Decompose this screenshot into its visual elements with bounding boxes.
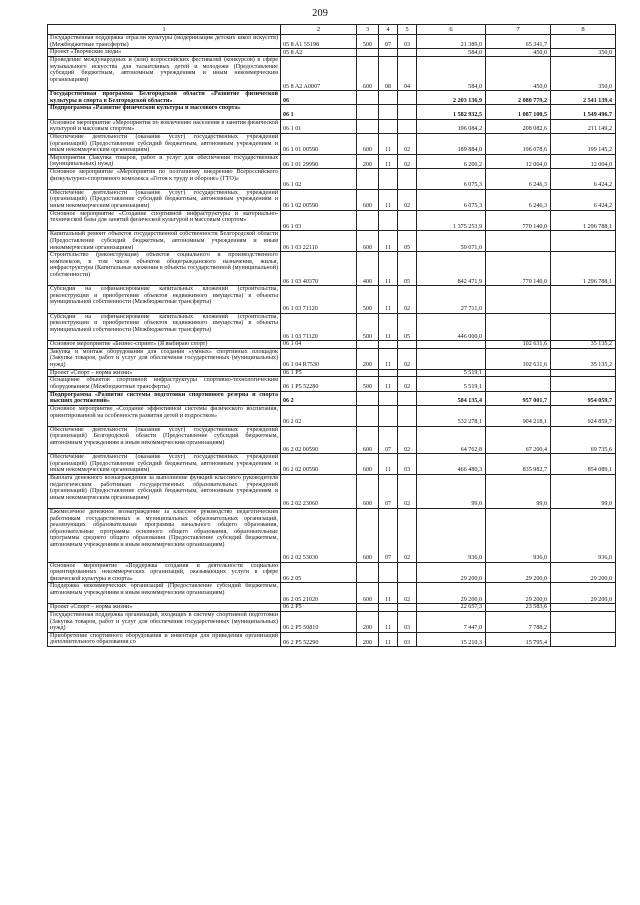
- amount-year-3: 199 145,2: [551, 133, 616, 154]
- item-name: Основное мероприятие «Бизнес-спринт» (Я выбираю спорт): [48, 341, 281, 349]
- target-code: 06 1 02: [281, 169, 357, 190]
- amount-year-3: 6 424,2: [551, 189, 616, 210]
- section-code: 11: [379, 632, 398, 646]
- item-name: Обеспечение деятельности (оказание услуг) государственных учреждений (организаций) (Предоставление субсидий бюджетным, автономным учреждениям и иным некоммерческим организациям): [48, 454, 281, 475]
- amount-year-2: 6 246,3: [486, 169, 551, 190]
- table-row: [48, 475, 616, 509]
- expense-type-code: 500: [357, 377, 379, 391]
- amount-year-1: 584,0: [417, 57, 486, 91]
- amount-year-3: 69 735,6: [551, 426, 616, 453]
- section-code: [379, 210, 398, 231]
- item-name: Основное мероприятие «Создание эффективной системы физического воспитания, ориентированной на особенности развития детей и подростков»: [48, 406, 281, 427]
- target-code: 06 1 P5: [281, 369, 357, 377]
- item-name: Государственная поддержка организаций, входящих в систему спортивной подготовки (Закупка товаров, работ и услуг для обеспечения государственных (муниципальных) нужд): [48, 612, 281, 633]
- target-code: 06 1 03: [281, 210, 357, 231]
- header-cell: 6: [417, 25, 486, 35]
- table-row: [48, 341, 616, 349]
- section-code: 11: [379, 231, 398, 252]
- amount-year-2: 936,0: [486, 509, 551, 563]
- expense-type-code: [357, 169, 379, 190]
- target-code: 06 2 05: [281, 562, 357, 583]
- item-name: Проект «Творческие люди»: [48, 49, 281, 57]
- item-name: Мероприятия (Закупка товаров, работ и услуг для обеспечения государственных (муниципальных) нужд): [48, 154, 281, 168]
- expense-type-code: [357, 91, 379, 105]
- subsection-code: 05: [398, 313, 417, 340]
- amount-year-2: 7 788,2: [486, 612, 551, 633]
- expense-type-code: [357, 119, 379, 133]
- amount-year-3: [551, 35, 616, 49]
- subsection-code: 02: [398, 133, 417, 154]
- target-code: 06 1 03 71120: [281, 313, 357, 340]
- item-name: Основное мероприятие «Мероприятия по вовлечению населения в занятия физической культурой и массовым спортом»: [48, 119, 281, 133]
- amount-year-2: 67 200,4: [486, 426, 551, 453]
- amount-year-1: 584 135,4: [417, 391, 486, 405]
- subsection-code: [398, 369, 417, 377]
- header-cell: 3: [357, 25, 379, 35]
- table-row: [48, 632, 616, 646]
- subsection-code: 04: [398, 57, 417, 91]
- expense-type-code: 500: [357, 313, 379, 340]
- table-row: [48, 612, 616, 633]
- target-code: 06 2 02 00590: [281, 426, 357, 453]
- target-code: 05 8 A2 A0007: [281, 57, 357, 91]
- subsection-code: 03: [398, 612, 417, 633]
- amount-year-3: [551, 377, 616, 391]
- section-code: [379, 562, 398, 583]
- table-row: [48, 454, 616, 475]
- item-name: Проведение международных и (или) всероссийских фестивалей (конкурсов) в сфере музыкального искусства для талантливых детей и молодежи (Предоставление субсидий бюджетным, автономным учреждениям и иным некоммерческим организациям): [48, 57, 281, 91]
- table-row: [48, 119, 616, 133]
- amount-year-3: 1 296 788,1: [551, 210, 616, 231]
- section-code: 11: [379, 612, 398, 633]
- amount-year-1: 584,0: [417, 49, 486, 57]
- subsection-code: 02: [398, 583, 417, 604]
- amount-year-3: [551, 286, 616, 313]
- page-number: 209: [312, 8, 328, 19]
- header-cell: 4: [379, 25, 398, 35]
- amount-year-1: 21 389,0: [417, 35, 486, 49]
- amount-year-1: 5 519,1: [417, 369, 486, 377]
- target-code: 06 1 03 40370: [281, 252, 357, 286]
- section-code: [379, 169, 398, 190]
- table-row: [48, 369, 616, 377]
- expense-type-code: 600: [357, 189, 379, 210]
- expense-type-code: [357, 341, 379, 349]
- subsection-code: [398, 562, 417, 583]
- subsection-code: [398, 210, 417, 231]
- amount-year-1: 532 278,1: [417, 406, 486, 427]
- expense-type-code: 500: [357, 286, 379, 313]
- item-name: Подпрограмма «Развитие физической культуры и массового спорта»: [48, 105, 281, 119]
- section-code: [379, 369, 398, 377]
- subsection-code: [398, 406, 417, 427]
- amount-year-1: 27 711,0: [417, 286, 486, 313]
- section-code: 11: [379, 189, 398, 210]
- table-row: [48, 348, 616, 369]
- table-body: [48, 25, 616, 647]
- section-code: [379, 119, 398, 133]
- section-code: 11: [379, 154, 398, 168]
- table-row: [48, 154, 616, 168]
- section-code: 07: [379, 35, 398, 49]
- section-code: 11: [379, 454, 398, 475]
- expense-type-code: 600: [357, 583, 379, 604]
- section-code: 11: [379, 133, 398, 154]
- subsection-code: 03: [398, 632, 417, 646]
- section-code: 11: [379, 313, 398, 340]
- amount-year-2: 29 200,0: [486, 583, 551, 604]
- amount-year-1: [417, 341, 486, 349]
- target-code: 06 2 P5 50810: [281, 612, 357, 633]
- item-name: Основное мероприятие «Создание спортивной инфраструктуры и материально-технической базы для занятий физической культурой и массовым спортом»: [48, 210, 281, 231]
- item-name: Субсидии на софинансирование капитальных вложений (строительства, реконструкции и приобретения объектов недвижимого имущества) в объекты муниципальной собственности (Межбюджетные трансферты): [48, 286, 281, 313]
- amount-year-1: 936,0: [417, 509, 486, 563]
- section-code: 07: [379, 475, 398, 509]
- subsection-code: 02: [398, 189, 417, 210]
- expense-type-code: 600: [357, 454, 379, 475]
- subsection-code: 03: [398, 454, 417, 475]
- expense-type-code: 200: [357, 612, 379, 633]
- expense-type-code: [357, 49, 379, 57]
- table-row: [48, 313, 616, 340]
- amount-year-1: [417, 348, 486, 369]
- table-row: [48, 35, 616, 49]
- amount-year-3: 1 296 788,1: [551, 252, 616, 286]
- item-name: Строительство (реконструкция) объектов социального и производственного комплексов, в том числе объектов общегражданского назначения, жилья, инфраструктуры (Капитальные вложения в объекты государственной (муниципальной) собственности): [48, 252, 281, 286]
- item-name: Поддержка некоммерческих организаций (Предоставление субсидий бюджетным, автономным учреждениям и иным некоммерческим организациям): [48, 583, 281, 604]
- table-row: [48, 509, 616, 563]
- amount-year-2: [486, 369, 551, 377]
- header-row: [48, 25, 616, 35]
- expense-type-code: 200: [357, 154, 379, 168]
- subsection-code: [398, 604, 417, 612]
- amount-year-1: 5 519,1: [417, 377, 486, 391]
- table-row: [48, 406, 616, 427]
- amount-year-1: 59 071,0: [417, 231, 486, 252]
- item-name: Капитальный ремонт объектов государственной собственности Белгородской области (Предоставление субсидий бюджетным, автономным учреждениям и иным некоммерческим организациям): [48, 231, 281, 252]
- target-code: 06 1 04: [281, 341, 357, 349]
- expense-type-code: 600: [357, 509, 379, 563]
- item-name: Обеспечение деятельности (оказание услуг) государственных учреждений (организаций) Белгородской области (Предоставление субсидий бюджетным, автономным учреждениям и иным некоммерческим организациям): [48, 426, 281, 453]
- amount-year-3: 924 859,7: [551, 406, 616, 427]
- subsection-code: 05: [398, 252, 417, 286]
- amount-year-2: 770 140,0: [486, 252, 551, 286]
- table-row: [48, 377, 616, 391]
- table-row: [48, 426, 616, 453]
- target-code: 06 2 02 23060: [281, 475, 357, 509]
- amount-year-2: [486, 231, 551, 252]
- amount-year-2: 208 082,6: [486, 119, 551, 133]
- amount-year-2: 770 140,0: [486, 210, 551, 231]
- section-code: 07: [379, 509, 398, 563]
- amount-year-3: 350,0: [551, 49, 616, 57]
- table-row: [48, 210, 616, 231]
- expense-type-code: [357, 604, 379, 612]
- target-code: 06: [281, 91, 357, 105]
- amount-year-1: 29 200,0: [417, 562, 486, 583]
- item-name: Проект «Спорт – норма жизни»: [48, 369, 281, 377]
- subsection-code: 02: [398, 286, 417, 313]
- amount-year-3: 35 135,2: [551, 348, 616, 369]
- expense-type-code: [357, 369, 379, 377]
- amount-year-2: 957 001,7: [486, 391, 551, 405]
- amount-year-1: 6 075,3: [417, 169, 486, 190]
- amount-year-2: 6 246,3: [486, 189, 551, 210]
- table-row: [48, 57, 616, 91]
- amount-year-1: 196 084,2: [417, 119, 486, 133]
- amount-year-1: 1 582 932,5: [417, 105, 486, 119]
- amount-year-3: [551, 612, 616, 633]
- subsection-code: 02: [398, 475, 417, 509]
- amount-year-1: 466 480,3: [417, 454, 486, 475]
- section-code: [379, 49, 398, 57]
- amount-year-3: [551, 313, 616, 340]
- amount-year-2: 450,0: [486, 49, 551, 57]
- section-code: 08: [379, 57, 398, 91]
- table-row: [48, 252, 616, 286]
- amount-year-3: [551, 632, 616, 646]
- amount-year-1: 6 075,3: [417, 189, 486, 210]
- header-cell: 5: [398, 25, 417, 35]
- amount-year-3: [551, 604, 616, 612]
- amount-year-1: 1 375 253,9: [417, 210, 486, 231]
- target-code: 06 1 02 00590: [281, 189, 357, 210]
- item-name: Обеспечение деятельности (оказание услуг) государственных учреждений (организаций) (Предоставление субсидий бюджетным, автономным учреждениям и иным некоммерческим организациям): [48, 133, 281, 154]
- item-name: Приобретение спортивного оборудования и инвентаря для приведения организаций дополнительного образования со: [48, 632, 281, 646]
- expense-type-code: 600: [357, 475, 379, 509]
- amount-year-2: 1 087 100,5: [486, 105, 551, 119]
- amount-year-2: 29 200,0: [486, 562, 551, 583]
- expense-type-code: 600: [357, 133, 379, 154]
- item-name: Закупка и монтаж оборудования для создания «умных» спортивных площадок (Закупка товаров, работ и услуг для обеспечения государственных (муниципальных) нужд): [48, 348, 281, 369]
- target-code: 06 2 05 21020: [281, 583, 357, 604]
- item-name: Основное мероприятие «Мероприятия по поэтапному внедрению Всероссийского физкультурно-спортивного комплекса «Готов к труду и обороне» (ГТО)»: [48, 169, 281, 190]
- item-name: Государственная поддержка отрасли культуры (модернизация детских школ искусств) (Межбюджетные трансферты): [48, 35, 281, 49]
- table-row: [48, 286, 616, 313]
- subsection-code: [398, 105, 417, 119]
- amount-year-2: 102 631,6: [486, 348, 551, 369]
- header-cell: 7: [486, 25, 551, 35]
- amount-year-1: 15 210,3: [417, 632, 486, 646]
- section-code: [379, 91, 398, 105]
- item-name: Основное мероприятие «Поддержка создания и деятельности социально ориентированных некоммерческих организаций, оказывающих услуги в сфере физической культуры и спорта»: [48, 562, 281, 583]
- expense-type-code: 600: [357, 231, 379, 252]
- target-code: 06 1 03 71120: [281, 286, 357, 313]
- target-code: 06 1 01 00590: [281, 133, 357, 154]
- amount-year-3: 99,0: [551, 475, 616, 509]
- item-name: Субсидии на софинансирование капитальных вложений (строительства, реконструкции и приобретения объектов недвижимого имущества) в объекты муниципальной собственности (Межбюджетные трансферты): [48, 313, 281, 340]
- table-row: [48, 49, 616, 57]
- target-code: 06 1 03 22110: [281, 231, 357, 252]
- amount-year-2: 65 341,7: [486, 35, 551, 49]
- section-code: [379, 391, 398, 405]
- target-code: 05 8 A1 55198: [281, 35, 357, 49]
- budget-table: [47, 24, 616, 647]
- amount-year-2: 196 078,6: [486, 133, 551, 154]
- section-code: [379, 105, 398, 119]
- header-cell: 8: [551, 25, 616, 35]
- target-code: 06 2 02: [281, 406, 357, 427]
- expense-type-code: 200: [357, 348, 379, 369]
- amount-year-1: 842 471,9: [417, 252, 486, 286]
- item-name: Проект «Спорт – норма жизни»: [48, 604, 281, 612]
- expense-type-code: [357, 562, 379, 583]
- table-row: [48, 105, 616, 119]
- subsection-code: [398, 391, 417, 405]
- subsection-code: 03: [398, 35, 417, 49]
- amount-year-2: [486, 286, 551, 313]
- amount-year-3: 854 089,1: [551, 454, 616, 475]
- table-row: [48, 231, 616, 252]
- amount-year-3: [551, 231, 616, 252]
- amount-year-2: 99,0: [486, 475, 551, 509]
- subsection-code: 02: [398, 509, 417, 563]
- subsection-code: 02: [398, 154, 417, 168]
- item-name: Оснащение объектов спортивной инфраструктуры спортивно-технологическим оборудованием (Межбюджетные трансферты): [48, 377, 281, 391]
- section-code: 11: [379, 286, 398, 313]
- amount-year-3: 954 059,7: [551, 391, 616, 405]
- subsection-code: 05: [398, 231, 417, 252]
- budget-table-sheet: [47, 24, 615, 647]
- expense-type-code: 500: [357, 35, 379, 49]
- subsection-code: 02: [398, 426, 417, 453]
- subsection-code: 02: [398, 377, 417, 391]
- amount-year-1: 22 657,3: [417, 604, 486, 612]
- table-row: [48, 91, 616, 105]
- amount-year-2: 12 004,0: [486, 154, 551, 168]
- target-code: 05 8 A2: [281, 49, 357, 57]
- amount-year-1: 189 884,0: [417, 133, 486, 154]
- amount-year-3: 211 149,2: [551, 119, 616, 133]
- amount-year-2: [486, 313, 551, 340]
- amount-year-3: [551, 369, 616, 377]
- section-code: [379, 341, 398, 349]
- table-row: [48, 189, 616, 210]
- table-row: [48, 562, 616, 583]
- item-name: Ежемесячное денежное вознаграждение за классное руководство педагогическим работникам государственных и муниципальных образовательных организаций, реализующих образовательные программы начального общего образования, образовательные программы основного общего образования, образовательные программы среднего общего образования (Предоставление субсидий бюджетным, автономным учреждениям и иным некоммерческим организациям): [48, 509, 281, 563]
- table-row: [48, 133, 616, 154]
- table-row: [48, 604, 616, 612]
- target-code: 06 1 P5 52280: [281, 377, 357, 391]
- amount-year-1: 99,0: [417, 475, 486, 509]
- expense-type-code: 200: [357, 632, 379, 646]
- target-code: 06 1: [281, 105, 357, 119]
- amount-year-3: 350,0: [551, 57, 616, 91]
- target-code: 06 1 04 R7530: [281, 348, 357, 369]
- expense-type-code: [357, 406, 379, 427]
- expense-type-code: 600: [357, 57, 379, 91]
- target-code: 06 2 P5: [281, 604, 357, 612]
- expense-type-code: [357, 391, 379, 405]
- amount-year-2: 450,0: [486, 57, 551, 91]
- table-row: [48, 391, 616, 405]
- amount-year-2: 2 080 779,2: [486, 91, 551, 105]
- target-code: 06 2 02 53030: [281, 509, 357, 563]
- amount-year-2: 23 583,6: [486, 604, 551, 612]
- amount-year-1: 64 762,8: [417, 426, 486, 453]
- amount-year-3: 6 424,2: [551, 169, 616, 190]
- item-name: Государственная программа Белгородской области «Развитие физической культуры и спорта в Белгородской области»: [48, 91, 281, 105]
- amount-year-1: 2 203 136,9: [417, 91, 486, 105]
- section-code: 11: [379, 252, 398, 286]
- amount-year-1: 7 447,0: [417, 612, 486, 633]
- item-name: Подпрограмма «Развитие системы подготовки спортивного резерва и спорта высших достижений»: [48, 391, 281, 405]
- section-code: [379, 604, 398, 612]
- amount-year-3: 29 200,0: [551, 583, 616, 604]
- amount-year-3: 936,0: [551, 509, 616, 563]
- subsection-code: [398, 169, 417, 190]
- target-code: 06 2 P5 52290: [281, 632, 357, 646]
- header-cell: 1: [48, 25, 281, 35]
- subsection-code: [398, 91, 417, 105]
- amount-year-3: 29 200,0: [551, 562, 616, 583]
- expense-type-code: 400: [357, 252, 379, 286]
- header-cell: 2: [281, 25, 357, 35]
- subsection-code: [398, 341, 417, 349]
- target-code: 06 2: [281, 391, 357, 405]
- table-row: [48, 169, 616, 190]
- amount-year-2: 904 218,1: [486, 406, 551, 427]
- item-name: Выплата денежного вознаграждения за выполнение функций классного руководителя педагогическим работникам государственных образовательных учреждений (организаций) (Предоставление субсидий бюджетным, автономным учреждениям и иным некоммерческим организациям): [48, 475, 281, 509]
- section-code: 11: [379, 348, 398, 369]
- amount-year-2: 15 795,4: [486, 632, 551, 646]
- expense-type-code: 600: [357, 426, 379, 453]
- target-code: 06 1 01 29990: [281, 154, 357, 168]
- amount-year-1: 446 000,0: [417, 313, 486, 340]
- target-code: 06 2 02 00590: [281, 454, 357, 475]
- amount-year-2: 835 982,7: [486, 454, 551, 475]
- section-code: 11: [379, 583, 398, 604]
- section-code: 07: [379, 426, 398, 453]
- table-row: [48, 583, 616, 604]
- amount-year-3: 12 004,0: [551, 154, 616, 168]
- amount-year-2: [486, 377, 551, 391]
- amount-year-2: 102 631,6: [486, 341, 551, 349]
- subsection-code: [398, 119, 417, 133]
- target-code: 06 1 01: [281, 119, 357, 133]
- expense-type-code: [357, 105, 379, 119]
- section-code: [379, 406, 398, 427]
- subsection-code: 02: [398, 348, 417, 369]
- section-code: 11: [379, 377, 398, 391]
- expense-type-code: [357, 210, 379, 231]
- amount-year-1: 6 200,2: [417, 154, 486, 168]
- amount-year-3: 1 549 496,7: [551, 105, 616, 119]
- amount-year-3: 2 541 139,4: [551, 91, 616, 105]
- amount-year-3: 35 135,2: [551, 341, 616, 349]
- subsection-code: [398, 49, 417, 57]
- item-name: Обеспечение деятельности (оказание услуг) государственных учреждений (организаций) (Предоставление субсидий бюджетным, автономным учреждениям и иным некоммерческим организациям): [48, 189, 281, 210]
- amount-year-1: 29 200,0: [417, 583, 486, 604]
